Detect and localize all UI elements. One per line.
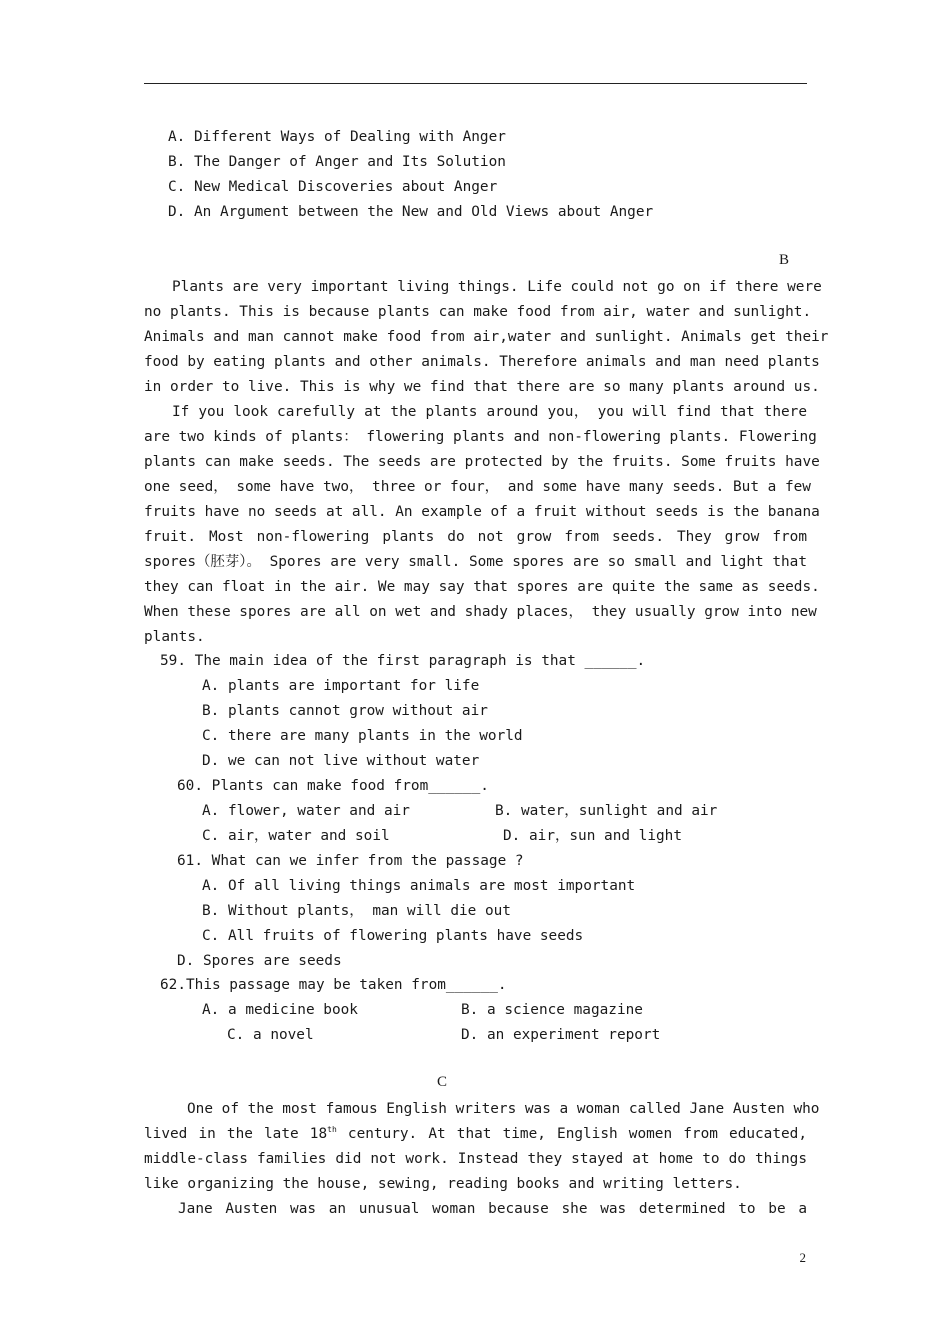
header-rule — [144, 83, 807, 84]
passage-c-line-3: middle-class families did not work. Instead they stayed at home to do things — [144, 1151, 807, 1167]
question-62-option-b: B. a science magazine — [461, 1002, 643, 1018]
passage-b-line-9: one seed， some have two， three or four， and some have many seeds. But a few — [144, 479, 811, 495]
passage-c-line-4: like organizing the house, sewing, reading books and writing letters. — [144, 1176, 742, 1192]
question-60-option-d: D. air，sun and light — [503, 828, 683, 844]
passage-c-line-2 — [144, 1125, 807, 1143]
question-61-option-b: B. Without plants， man will die out — [202, 903, 511, 919]
ordinal-suffix: th — [327, 1125, 337, 1135]
passage-b-line-13: they can float in the air. We may say that spores are quite the same as seeds. — [144, 579, 820, 595]
passage-c-line-2-end: century. At that time, English women from educated, — [336, 1126, 808, 1142]
question-60-stem: 60. Plants can make food from______. — [177, 778, 489, 794]
passage-b-line-10: fruits have no seeds at all. An example of a fruit without seeds is the banana — [144, 504, 820, 520]
passage-b-line-7: are two kinds of plants： flowering plants and non-flowering plants. Flowering — [144, 429, 817, 445]
question-61-option-c: C. All fruits of flowering plants have seeds — [202, 928, 584, 944]
question-59-option-c: C. there are many plants in the world — [202, 728, 523, 744]
passage-b-line-11: fruit. Most non-flowering plants do not grow from seeds. They grow from — [144, 529, 807, 545]
question-60-option-b: B. water，sunlight and air — [495, 803, 718, 819]
question-60-option-a: A. flower, water and air — [202, 803, 410, 819]
passage-b-line-15: plants. — [144, 629, 205, 645]
passage-c-line-5: Jane Austen was an unusual woman because she was determined to be a — [178, 1201, 807, 1217]
passage-b-line-4: food by eating plants and other animals. Therefore animals and man need plants — [144, 354, 820, 370]
page-number: 2 — [799, 1250, 806, 1265]
question-60-option-c: C. air，water and soil — [202, 828, 390, 844]
passage-b-line-8: plants can make seeds. The seeds are protected by the fruits. Some fruits have — [144, 454, 820, 470]
prev-option-c: C. New Medical Discoveries about Anger — [168, 179, 498, 195]
question-61-option-a: A. Of all living things animals are most important — [202, 878, 636, 894]
question-59-stem: 59. The main idea of the first paragraph is that ______. — [160, 653, 646, 669]
question-61-option-d: D. Spores are seeds — [177, 953, 342, 969]
passage-b-line-12: spores（胚芽）。 Spores are very small. Some spores are so small and light that — [144, 554, 807, 570]
section-b-label: B — [779, 252, 790, 268]
prev-option-a: A. Different Ways of Dealing with Anger — [168, 129, 506, 145]
passage-c-line-1: One of the most famous English writers was a woman called Jane Austen who — [187, 1101, 820, 1117]
passage-b-line-3: Animals and man cannot make food from air,water and sunlight. Animals get their — [144, 329, 829, 345]
question-59-option-a: A. plants are important for life — [202, 678, 480, 694]
question-59-option-d: D. we can not live without water — [202, 753, 480, 769]
question-62-option-d: D. an experiment report — [461, 1027, 661, 1043]
passage-b-line-5: in order to live. This is why we find that there are so many plants around us. — [144, 379, 820, 395]
question-62-option-c: C. a novel — [227, 1027, 314, 1043]
question-62-stem: 62.This passage may be taken from______. — [160, 977, 507, 993]
question-61-stem: 61. What can we infer from the passage ? — [177, 853, 524, 869]
passage-b-line-14: When these spores are all on wet and shady places， they usually grow into new — [144, 604, 817, 620]
prev-option-d: D. An Argument between the New and Old Views about Anger — [168, 204, 654, 220]
passage-b-line-2: no plants. This is because plants can make food from air, water and sunlight. — [144, 304, 812, 320]
question-62-option-a: A. a medicine book — [202, 1002, 358, 1018]
passage-b-line-1: Plants are very important living things. Life could not go on if there were — [172, 279, 822, 295]
passage-c-line-2-start: lived in the late 18 — [144, 1126, 328, 1142]
question-59-option-b: B. plants cannot grow without air — [202, 703, 488, 719]
prev-option-b: B. The Danger of Anger and Its Solution — [168, 154, 506, 170]
section-c-label: C — [437, 1074, 448, 1090]
passage-b-line-6: If you look carefully at the plants around you， you will find that there — [172, 404, 807, 420]
